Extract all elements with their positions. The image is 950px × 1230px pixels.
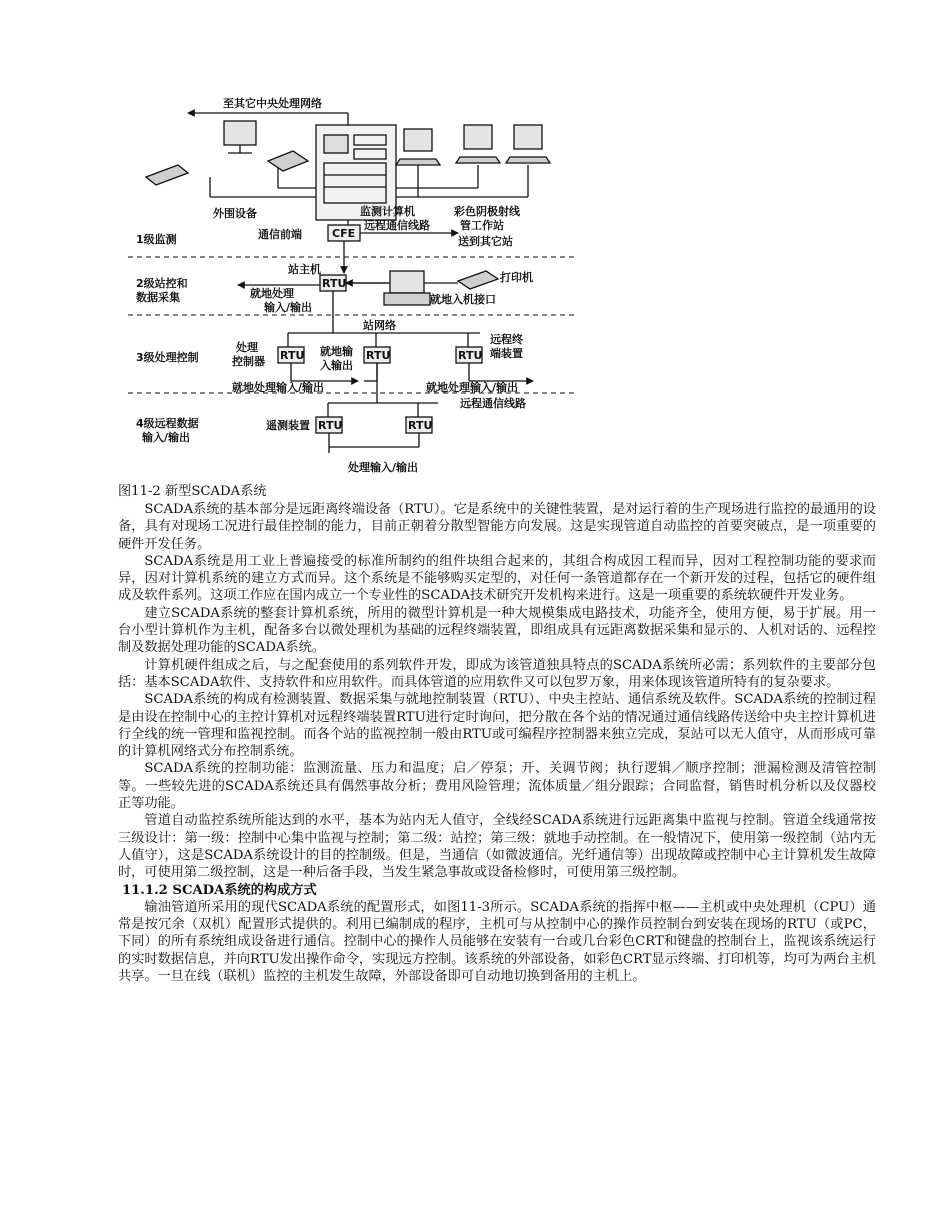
- crt-terminal-2: [464, 125, 492, 149]
- printer: [458, 271, 498, 289]
- local-interface-terminal: [390, 271, 424, 293]
- crt-terminal-3: [514, 125, 542, 149]
- paragraph: 计算机硬件组成之后，与之配套使用的系列软件开发，即成为该管道独具特点的SCADA系统所必需；系列软件的主要部分包括：基本SCADA软件、支持软件和应用软件。而具体管道的应用软件又可以包罗万象，用来体现该管道所特有的复杂要求。: [118, 657, 876, 690]
- label-station-host: 站主机: [288, 263, 321, 276]
- figure-caption: 图11-2 新型SCADA系统: [118, 484, 267, 499]
- label-processor-1: 处理: [236, 341, 258, 354]
- paragraph: 建立SCADA系统的整套计算机系统，所用的微型计算机是一种大规模集成电路技术，功能齐全，使用方便，易于扩展。用一台小型计算机作为主机，配备多台以微处理机为基础的远程终端装置，即组成具有远距离数据采集和显示的、人机对话的、远程控制及数据处理功能的SCADA系统。: [118, 605, 876, 656]
- label-rtu-local: RTU: [366, 349, 391, 362]
- label-level4-2: 输入/输出: [142, 431, 191, 444]
- label-rtu-processor: RTU: [280, 349, 305, 362]
- scada-system-diagram: [128, 85, 578, 480]
- peripheral-terminal: [224, 121, 256, 145]
- paragraph: SCADA系统的控制功能：监测流量、压力和温度；启／停泵；开、关调节阀；执行逻辑／顺序控制；泄漏检测及清管控制等。一些较先进的SCADA系统还具有偶然事故分析；费用风险管理；流体质量／组分跟踪；合同监督，销售时机分析以及仪器校正等功能。: [118, 761, 876, 812]
- label-level2-1: 2级站控和: [136, 277, 188, 290]
- label-local-interface: 就地入机接口: [430, 293, 496, 306]
- label-local-io-left: 就地处理输入/输出: [232, 381, 325, 394]
- label-remote-line-2: 远程通信线路: [460, 397, 526, 410]
- label-top-network: 至其它中央处理网络: [223, 97, 322, 110]
- paragraph: SCADA系统是用工业上普遍接受的标准所制约的组件块组合起来的，其组合构成因工程而异，因对工程控制功能的要求而异，因对计算机系统的建立方式而异。这个系统是不能够购买定型的，对任何一条管道都存在一个新开发的过程，包括它的硬件组成及软件系列。这项工作应在国内成立一个专业性的SCADA技术研究开发机构来进行。这是一项重要的系统软硬件开发业务。: [118, 553, 876, 604]
- label-local-io-2: 入输出: [320, 359, 353, 372]
- document-body: [118, 501, 876, 985]
- label-printer: 打印机: [500, 271, 533, 284]
- label-rtu-telemetry-2: RTU: [408, 419, 433, 432]
- paragraph: SCADA系统的基本部分是远距离终端设备（RTU）。它是系统中的关键性装置，是对运行着的生产现场进行监控的最通用的设备，具有对现场工况进行最佳控制的能力，目前正朝着分散型智能方向发展。这是实现管道自动监控的首要突破点，是一项重要的硬件开发任务。: [118, 502, 876, 552]
- section-heading: 11.1.2 SCADA系统的构成方式: [121, 882, 317, 898]
- label-station-network: 站网络: [363, 319, 396, 332]
- label-crt-station-1: 彩色阴极射线: [454, 205, 520, 218]
- label-level1: 1级监测: [136, 233, 177, 246]
- paragraph: SCADA系统的构成有检测装置、数据采集与就地控制装置（RTU）、中央主控站、通信系统及软件。SCADA系统的控制过程是由设在控制中心的主控计算机对远程终端装置RTU进行定时询问，把分散在各个站的情况通过通信线路传送给中央主控计算机进行全线的统一管理和监视控制。而各个站的监视控制一般由RTU或可编程序控制器来独立完成，泵站可以无人值守，从而形成可靠的计算机网络式分布控制系统。: [118, 692, 876, 760]
- peripheral-device-2: [268, 151, 308, 171]
- label-local-proc-1: 就地处理: [250, 287, 294, 300]
- label-local-proc-2: 输入/输出: [264, 301, 313, 314]
- label-level4-1: 4级远程数据: [136, 417, 199, 430]
- label-level2-2: 数据采集: [136, 291, 180, 304]
- label-proc-io: 处理输入/输出: [348, 461, 419, 474]
- paragraph: 输油管道所采用的现代SCADA系统的配置形式，如图11-3所示。SCADA系统的指挥中枢——主机或中央处理机（CPU）通常是按冗余（双机）配置形式提供的。利用已编制成的程序，主机可与从控制中心的操作员控制台到安装在现场的RTU（或PC，下同）的所有系统组成设备进行通信。控制中心的操作人员能够在安装有一台或几台彩色CRT和键盘的控制台上，监视该系统运行的实时数据信息，并向RTU发出操作命令，实现远方控制。该系统的外部设备，如彩色CRT显示终端、打印机等，均可为两台主机共享。一旦在线（联机）监控的主机发生故障，外部设备即可自动地切换到备用的主机上。: [118, 899, 876, 985]
- label-local-io-right: 就地处理输入/输出: [426, 381, 519, 394]
- peripheral-device-1: [146, 165, 188, 185]
- label-remote-line: 远程通信线路: [364, 219, 430, 232]
- label-remote-terminal-2: 端装置: [490, 347, 523, 360]
- label-comm-frontend: 通信前端: [258, 228, 302, 241]
- label-peripherals: 外围设备: [213, 207, 257, 220]
- label-rtu-remote: RTU: [458, 349, 483, 362]
- crt-terminal-1: [404, 129, 432, 151]
- label-level3: 3级处理控制: [136, 351, 199, 364]
- label-rtu-host: RTU: [322, 277, 347, 290]
- label-monitor-computer: 监测计算机: [360, 205, 415, 218]
- label-rtu-telemetry-1: RTU: [318, 419, 343, 432]
- label-telemetry: 遥测装置: [266, 419, 310, 432]
- label-local-io-1: 就地输: [320, 345, 353, 358]
- paragraph: 管道自动监控系统所能达到的水平，基本为站内无人值守，全线经SCADA系统进行远距离集中监视与控制。管道全线通常按三级设计：第一级：控制中心集中监视与控制；第二级：站控；第三级：就地手动控制。在一般情况下，使用第一级控制（站内无人值守），这是SCADA系统设计的目的控制级。但是，当通信（如微波通信。光纤通信等）出现故障或控制中心主计算机发生故障时，可使用第二级控制，这是一种后备手段，当发生紧急事故或设备检修时，可使用第三级控制。: [118, 813, 876, 881]
- label-cfe: CFE: [332, 227, 356, 240]
- label-crt-station-2: 管工作站: [460, 219, 504, 232]
- label-to-other-stations: 送到其它站: [458, 235, 513, 248]
- label-remote-terminal-1: 远程终: [490, 333, 523, 346]
- label-processor-2: 控制器: [232, 355, 265, 368]
